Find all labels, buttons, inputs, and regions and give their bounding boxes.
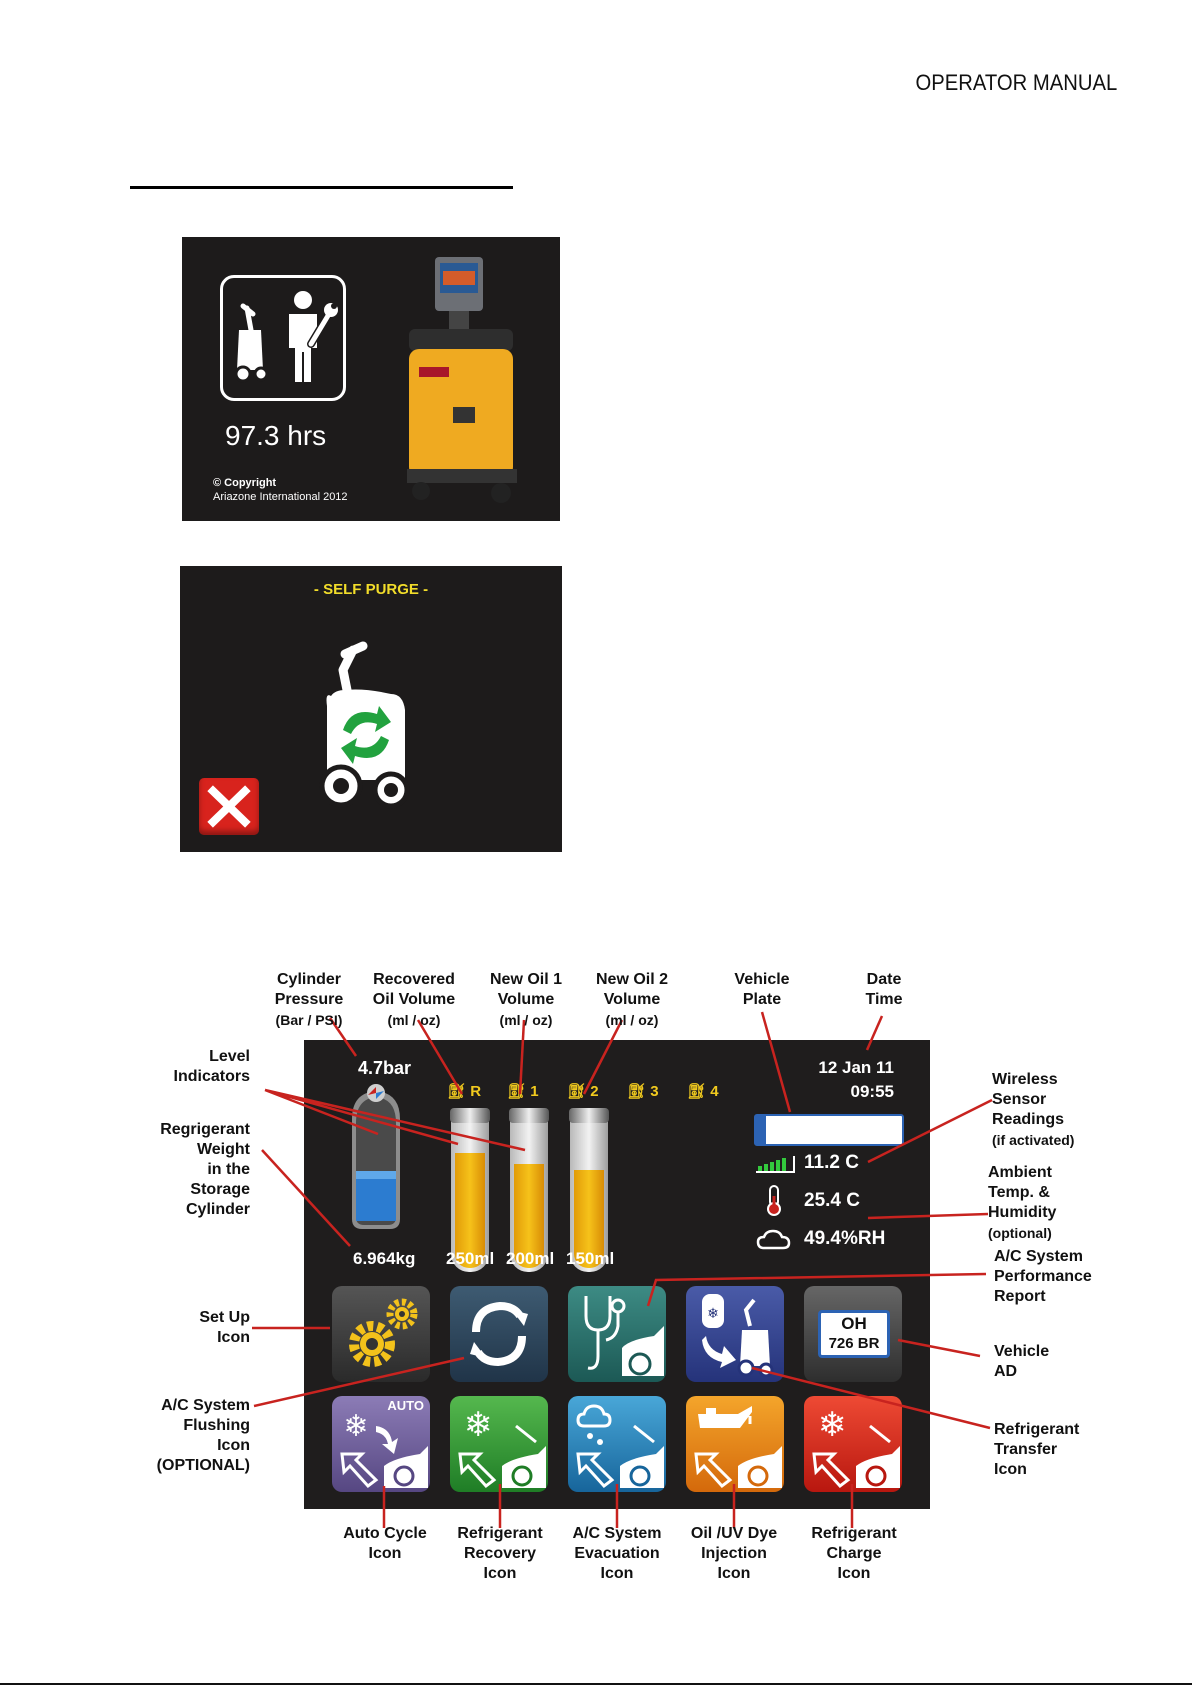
setup-button[interactable]	[332, 1286, 430, 1382]
plate-eu-strip	[756, 1116, 766, 1144]
plate-line-2: 726 BR	[828, 1335, 880, 1352]
vehicle-plate-field[interactable]	[754, 1114, 904, 1146]
callout-oil-injection: Oil /UV Dye Injection Icon	[690, 1525, 778, 1582]
header-title: OPERATOR MANUAL	[915, 70, 1117, 95]
callout-ambient: Ambient Temp. & Humidity (optional)	[988, 1164, 1057, 1241]
callout-evacuation: A/C System Evacuation Icon	[572, 1525, 662, 1582]
circular-arrows-icon	[450, 1286, 548, 1382]
callout-level-indicators: Level Indicators	[173, 1048, 250, 1085]
callout-recovered-oil: Recovered Oil Volume (ml / oz)	[372, 971, 456, 1028]
oil-label: 4	[710, 1083, 719, 1100]
callout-flushing: A/C System Flushing Icon (OPTIONAL)	[156, 1397, 250, 1474]
svg-text:❄: ❄	[343, 1409, 369, 1444]
charge-icon	[804, 1396, 902, 1492]
auto-cycle-button[interactable]	[332, 1396, 430, 1492]
date-readout: 12 Jan 11	[818, 1058, 894, 1077]
refrigerant-weight-readout: 6.964kg	[353, 1249, 416, 1268]
oil-can-icon: ⛽︎	[627, 1083, 647, 1100]
purge-machine-icon	[305, 610, 435, 810]
plate-icon	[818, 1310, 890, 1358]
service-hours-screen	[182, 237, 560, 521]
callout-charge: Refrigerant Charge Icon	[811, 1525, 897, 1582]
oil-label: 3	[650, 1083, 659, 1100]
self-purge-screen	[180, 566, 562, 852]
new-oil-1-volume: 200ml	[506, 1249, 555, 1268]
refrigerant-cylinder-icon	[340, 1083, 412, 1233]
self-purge-title: - SELF PURGE -	[313, 581, 429, 598]
oil-can-icon: ⛽︎	[567, 1083, 587, 1100]
oil-indicator-3	[627, 1082, 659, 1100]
gears-icon	[332, 1286, 430, 1382]
refrigerant-transfer-button[interactable]	[686, 1286, 784, 1382]
callout-wireless: Wireless Sensor Readings (if activated)	[992, 1071, 1075, 1148]
new-oil-2-volume: 150ml	[566, 1249, 615, 1268]
vehicle-ad-button[interactable]	[804, 1286, 902, 1382]
callout-auto-cycle: Auto Cycle Icon	[343, 1525, 427, 1562]
callout-vehicle-plate: Vehicle Plate	[734, 971, 790, 1008]
callout-new-oil-1: New Oil 1 Volume (ml / oz)	[489, 971, 563, 1028]
copyright-line-1: © Copyright	[213, 477, 277, 489]
callout-refrigerant-weight: Regrigerant Weight in the Storage Cylinder	[160, 1121, 250, 1218]
plate-line-1: OH	[841, 1314, 867, 1333]
maintenance-icon	[220, 275, 346, 401]
recovery-icon	[450, 1396, 548, 1492]
oil-indicator-1	[507, 1082, 539, 1100]
oil-indicator-recovered	[447, 1082, 481, 1100]
oil-injection-button[interactable]	[686, 1396, 784, 1492]
new-oil-1-tube	[510, 1112, 548, 1272]
oil-label: 2	[590, 1083, 599, 1100]
wireless-temp-readout: 11.2 C	[804, 1152, 859, 1173]
wireless-signal-icon	[754, 1152, 798, 1174]
time-readout: 09:55	[850, 1082, 894, 1101]
recovered-oil-volume: 250ml	[446, 1249, 495, 1268]
oil-can-icon: ⛽︎	[687, 1083, 707, 1100]
performance-report-button[interactable]	[568, 1286, 666, 1382]
callout-performance: A/C System Performance Report	[994, 1248, 1092, 1305]
evacuation-button[interactable]	[568, 1396, 666, 1492]
oil-can-icon: ⛽︎	[507, 1083, 527, 1100]
svg-text:❄: ❄	[707, 1306, 719, 1322]
oil-indicator-4	[687, 1082, 719, 1100]
callout-cylinder-pressure: Cylinder Pressure (Bar / PSI)	[274, 971, 344, 1028]
ac-service-machine-image	[397, 257, 527, 507]
transfer-cylinder-icon	[686, 1286, 784, 1382]
auto-badge: AUTO	[387, 1398, 424, 1413]
charge-button[interactable]	[804, 1396, 902, 1492]
thermometer-icon	[764, 1184, 784, 1216]
oil-can-injection-icon	[686, 1396, 784, 1492]
callout-transfer: Refrigerant Transfer Icon	[994, 1421, 1080, 1478]
humidity-readout: 49.4%RH	[804, 1228, 886, 1249]
new-oil-2-tube	[570, 1112, 608, 1272]
ambient-temp-readout: 25.4 C	[804, 1190, 860, 1211]
flushing-button[interactable]	[450, 1286, 548, 1382]
copyright-line-2: Ariazone International 2012	[213, 491, 348, 503]
recovered-oil-tube	[451, 1112, 489, 1272]
svg-text:❄: ❄	[817, 1405, 847, 1445]
oil-can-icon: ⛽︎	[447, 1083, 467, 1100]
cancel-button[interactable]	[199, 778, 259, 835]
callout-new-oil-2: New Oil 2 Volume (ml / oz)	[595, 971, 669, 1028]
pressure-readout: 4.7bar	[358, 1058, 412, 1078]
hours-value: 97.3 hrs	[225, 420, 327, 451]
oil-label: 1	[530, 1083, 539, 1100]
svg-text:❄: ❄	[463, 1405, 493, 1445]
stethoscope-car-icon	[568, 1286, 666, 1382]
recovery-button[interactable]	[450, 1396, 548, 1492]
callout-setup: Set Up Icon	[199, 1309, 250, 1346]
close-icon	[199, 778, 259, 835]
callout-recovery: Refrigerant Recovery Icon	[457, 1525, 543, 1582]
cloud-icon	[756, 1228, 792, 1252]
section-underline	[130, 186, 513, 189]
oil-label: R	[470, 1083, 482, 1100]
oil-indicator-2	[567, 1082, 599, 1100]
callout-vehicle-ad: Vehicle AD	[994, 1343, 1050, 1380]
callout-date-time: Date Time	[865, 971, 903, 1008]
main-menu-screen	[304, 1040, 930, 1509]
evacuation-icon	[568, 1396, 666, 1492]
